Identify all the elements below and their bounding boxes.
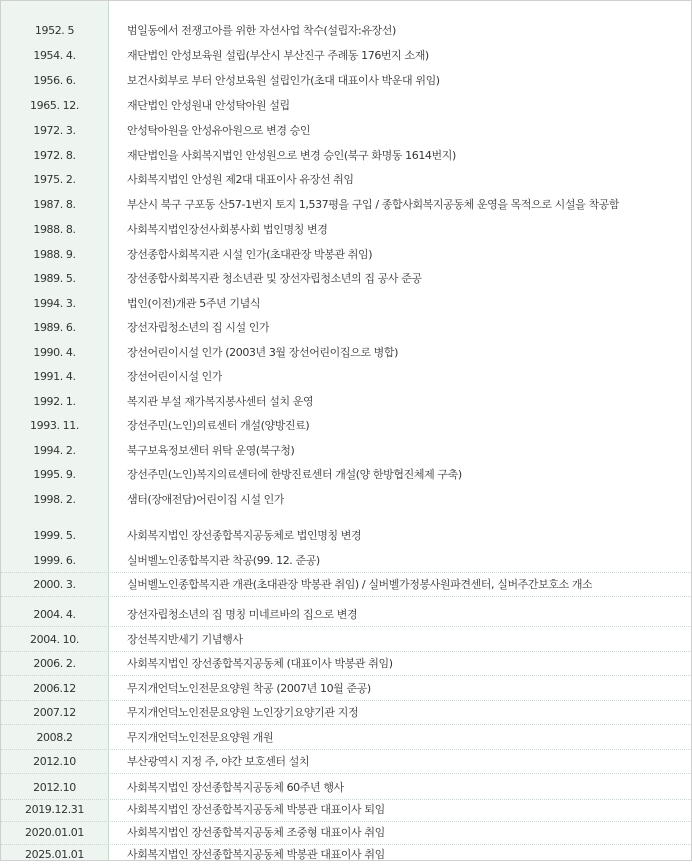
- history-description: 사회복지법인 장선종합복지공동체 박봉관 대표이사 퇴임: [127, 803, 385, 816]
- history-date: 2004. 10.: [30, 632, 79, 646]
- history-date: 1972. 8.: [33, 148, 76, 162]
- history-description: 장선자립청소년의 집 시설 인가: [127, 321, 270, 334]
- history-row: [1, 413, 691, 437]
- history-description: 장선주민(노인)의료센터 개설(양방진료): [127, 419, 310, 432]
- history-date: 1994. 3.: [33, 296, 76, 310]
- history-description: 장선자립청소년의 집 명칭 미네르바의 집으로 변경: [127, 608, 358, 621]
- history-description: 법인(이전)개관 5주년 기념식: [127, 297, 261, 310]
- history-row: [1, 143, 691, 167]
- history-row: [1, 842, 691, 866]
- history-description: 장선종합사회복지관 시설 인가(초대관장 박봉관 취임): [127, 248, 373, 261]
- history-date: 1993. 11.: [30, 418, 79, 432]
- history-description: 장선종합사회복지관 청소년관 및 장선자립청소년의 집 공사 준공: [127, 272, 422, 285]
- history-row: [1, 438, 691, 462]
- history-date: 1990. 4.: [33, 345, 76, 359]
- history-date: 1987. 8.: [33, 197, 76, 211]
- history-date: 1952. 5: [34, 23, 75, 37]
- history-date: 1989. 5.: [33, 271, 76, 285]
- history-description: 무지개언덕노인전문요양원 개원: [127, 731, 274, 744]
- history-row: [1, 548, 691, 572]
- history-description: 재단법인을 사회복지법인 안성원으로 변경 승인(북구 화명동 1614번지): [127, 149, 456, 162]
- history-date: 1965. 12.: [30, 98, 79, 112]
- history-date: 2000. 3.: [33, 577, 76, 591]
- history-date: 1999. 5.: [33, 528, 76, 542]
- history-description: 보건사회부로 부터 안성보육원 설립인가(초대 대표이사 박운대 위임): [127, 74, 440, 87]
- history-description: 재단법인 안성원내 안성탁아원 설립: [127, 99, 290, 112]
- history-date: 2007.12: [33, 705, 76, 719]
- history-date: 2020.01.01: [25, 825, 84, 839]
- history-row: [1, 820, 691, 844]
- history-date: 2006.12: [33, 681, 76, 695]
- history-date: 1956. 6.: [33, 73, 76, 87]
- history-date: 1988. 9.: [33, 247, 76, 261]
- history-row: [1, 797, 691, 821]
- history-description: 장선복지반세기 기념행사: [127, 633, 243, 646]
- history-description: 북구보육정보센터 위탁 운영(북구청): [127, 444, 295, 457]
- history-date: 1954. 4.: [33, 48, 76, 62]
- history-date: 2012.10: [33, 780, 76, 794]
- history-date: 1998. 2.: [33, 492, 76, 506]
- history-row: [1, 700, 691, 724]
- history-description: 장선주민(노인)복지의료센터에 한방진료센터 개설(양 한방협진체제 구축): [127, 468, 462, 481]
- history-description: 사회복지법인 장선종합복지공동체 (대표이사 박봉관 취임): [127, 657, 393, 670]
- history-row: [1, 389, 691, 413]
- history-description: 무지개언덕노인전문요양원 착공 (2007년 10월 준공): [127, 682, 371, 695]
- history-row: [1, 43, 691, 67]
- history-description: 무지개언덕노인전문요양원 노인장기요양기관 지정: [127, 706, 359, 719]
- history-description: 재단법인 안성보육원 설립(부산시 부산진구 주례동 176번지 소재): [127, 49, 429, 62]
- history-row: [1, 602, 691, 626]
- history-row: [1, 217, 691, 241]
- history-description: 샘터(장애전담)어린이집 시설 인가: [127, 493, 285, 506]
- history-row: [1, 364, 691, 388]
- history-row: [1, 749, 691, 773]
- history-description: 사회복지법인 장선종합복지공동체 조중형 대표이사 취임: [127, 826, 385, 839]
- history-row: [1, 775, 691, 799]
- history-date: 1995. 9.: [33, 467, 76, 481]
- history-description: 사회복지법인장선사회봉사회 법인명칭 변경: [127, 223, 328, 236]
- history-row: [1, 18, 691, 42]
- history-date: 2008.2: [36, 730, 73, 744]
- history-row: [1, 291, 691, 315]
- history-row: [1, 192, 691, 216]
- history-description: 복지관 부설 재가복지봉사센터 설치 운영: [127, 395, 314, 408]
- history-description: 사회복지법인 안성원 제2대 대표이사 유장선 취임: [127, 173, 354, 186]
- history-row: [1, 118, 691, 142]
- history-date: 2012.10: [33, 754, 76, 768]
- history-row: [1, 487, 691, 511]
- history-date: 1991. 4.: [33, 369, 76, 383]
- history-row: [1, 93, 691, 117]
- history-date: 1999. 6.: [33, 553, 76, 567]
- history-description: 부산광역시 지정 주, 야간 보호센터 설치: [127, 755, 310, 768]
- history-row: [1, 627, 691, 651]
- history-row: [1, 340, 691, 364]
- history-date: 1975. 2.: [33, 172, 76, 186]
- history-description: 사회복지법인 장선종합복지공동체 박봉관 대표이사 취임: [127, 848, 385, 861]
- history-row: [1, 266, 691, 290]
- history-description: 장선어린이시설 인가: [127, 370, 223, 383]
- history-description: 안성탁아원을 안성유아원으로 변경 승인: [127, 124, 311, 137]
- history-row: [1, 676, 691, 700]
- history-date: 2004. 4.: [33, 607, 76, 621]
- history-description: 실버벨노인종합복지관 개관(초대관장 박봉관 취임) / 실버벨가정봉사원파견센터, 실버주간보호소 개소: [127, 578, 593, 591]
- history-date: 2025.01.01: [25, 847, 84, 861]
- history-description: 범일동에서 전쟁고아를 위한 자선사업 착수(설립자:유장선): [127, 24, 396, 37]
- history-date: 1989. 6.: [33, 320, 76, 334]
- history-row: [1, 242, 691, 266]
- history-date: 1972. 3.: [33, 123, 76, 137]
- history-row: [1, 523, 691, 547]
- history-row: [1, 167, 691, 191]
- history-row: [1, 68, 691, 92]
- history-date: 2019.12.31: [25, 802, 84, 816]
- history-row: [1, 651, 691, 675]
- history-date: 1994. 2.: [33, 443, 76, 457]
- history-date: 1992. 1.: [33, 394, 76, 408]
- history-description: 부산시 북구 구포동 산57-1번지 토지 1,537평을 구입 / 종합사회복지공동체 운영을 목적으로 시설을 착공함: [127, 198, 620, 211]
- history-date: 1988. 8.: [33, 222, 76, 236]
- history-row: [1, 725, 691, 749]
- history-row: [1, 462, 691, 486]
- history-date: 2006. 2.: [33, 656, 76, 670]
- history-row: [1, 315, 691, 339]
- history-row: [1, 572, 691, 596]
- history-description: 실버벨노인종합복지관 착공(99. 12. 준공): [127, 554, 320, 567]
- history-description: 사회복지법인 장선종합복지공동체로 법인명칭 변경: [127, 529, 362, 542]
- history-description: 사회복지법인 장선종합복지공동체 60주년 행사: [127, 781, 344, 794]
- history-description: 장선어린이시설 인가 (2003년 3월 장선어린이집으로 병합): [127, 346, 399, 359]
